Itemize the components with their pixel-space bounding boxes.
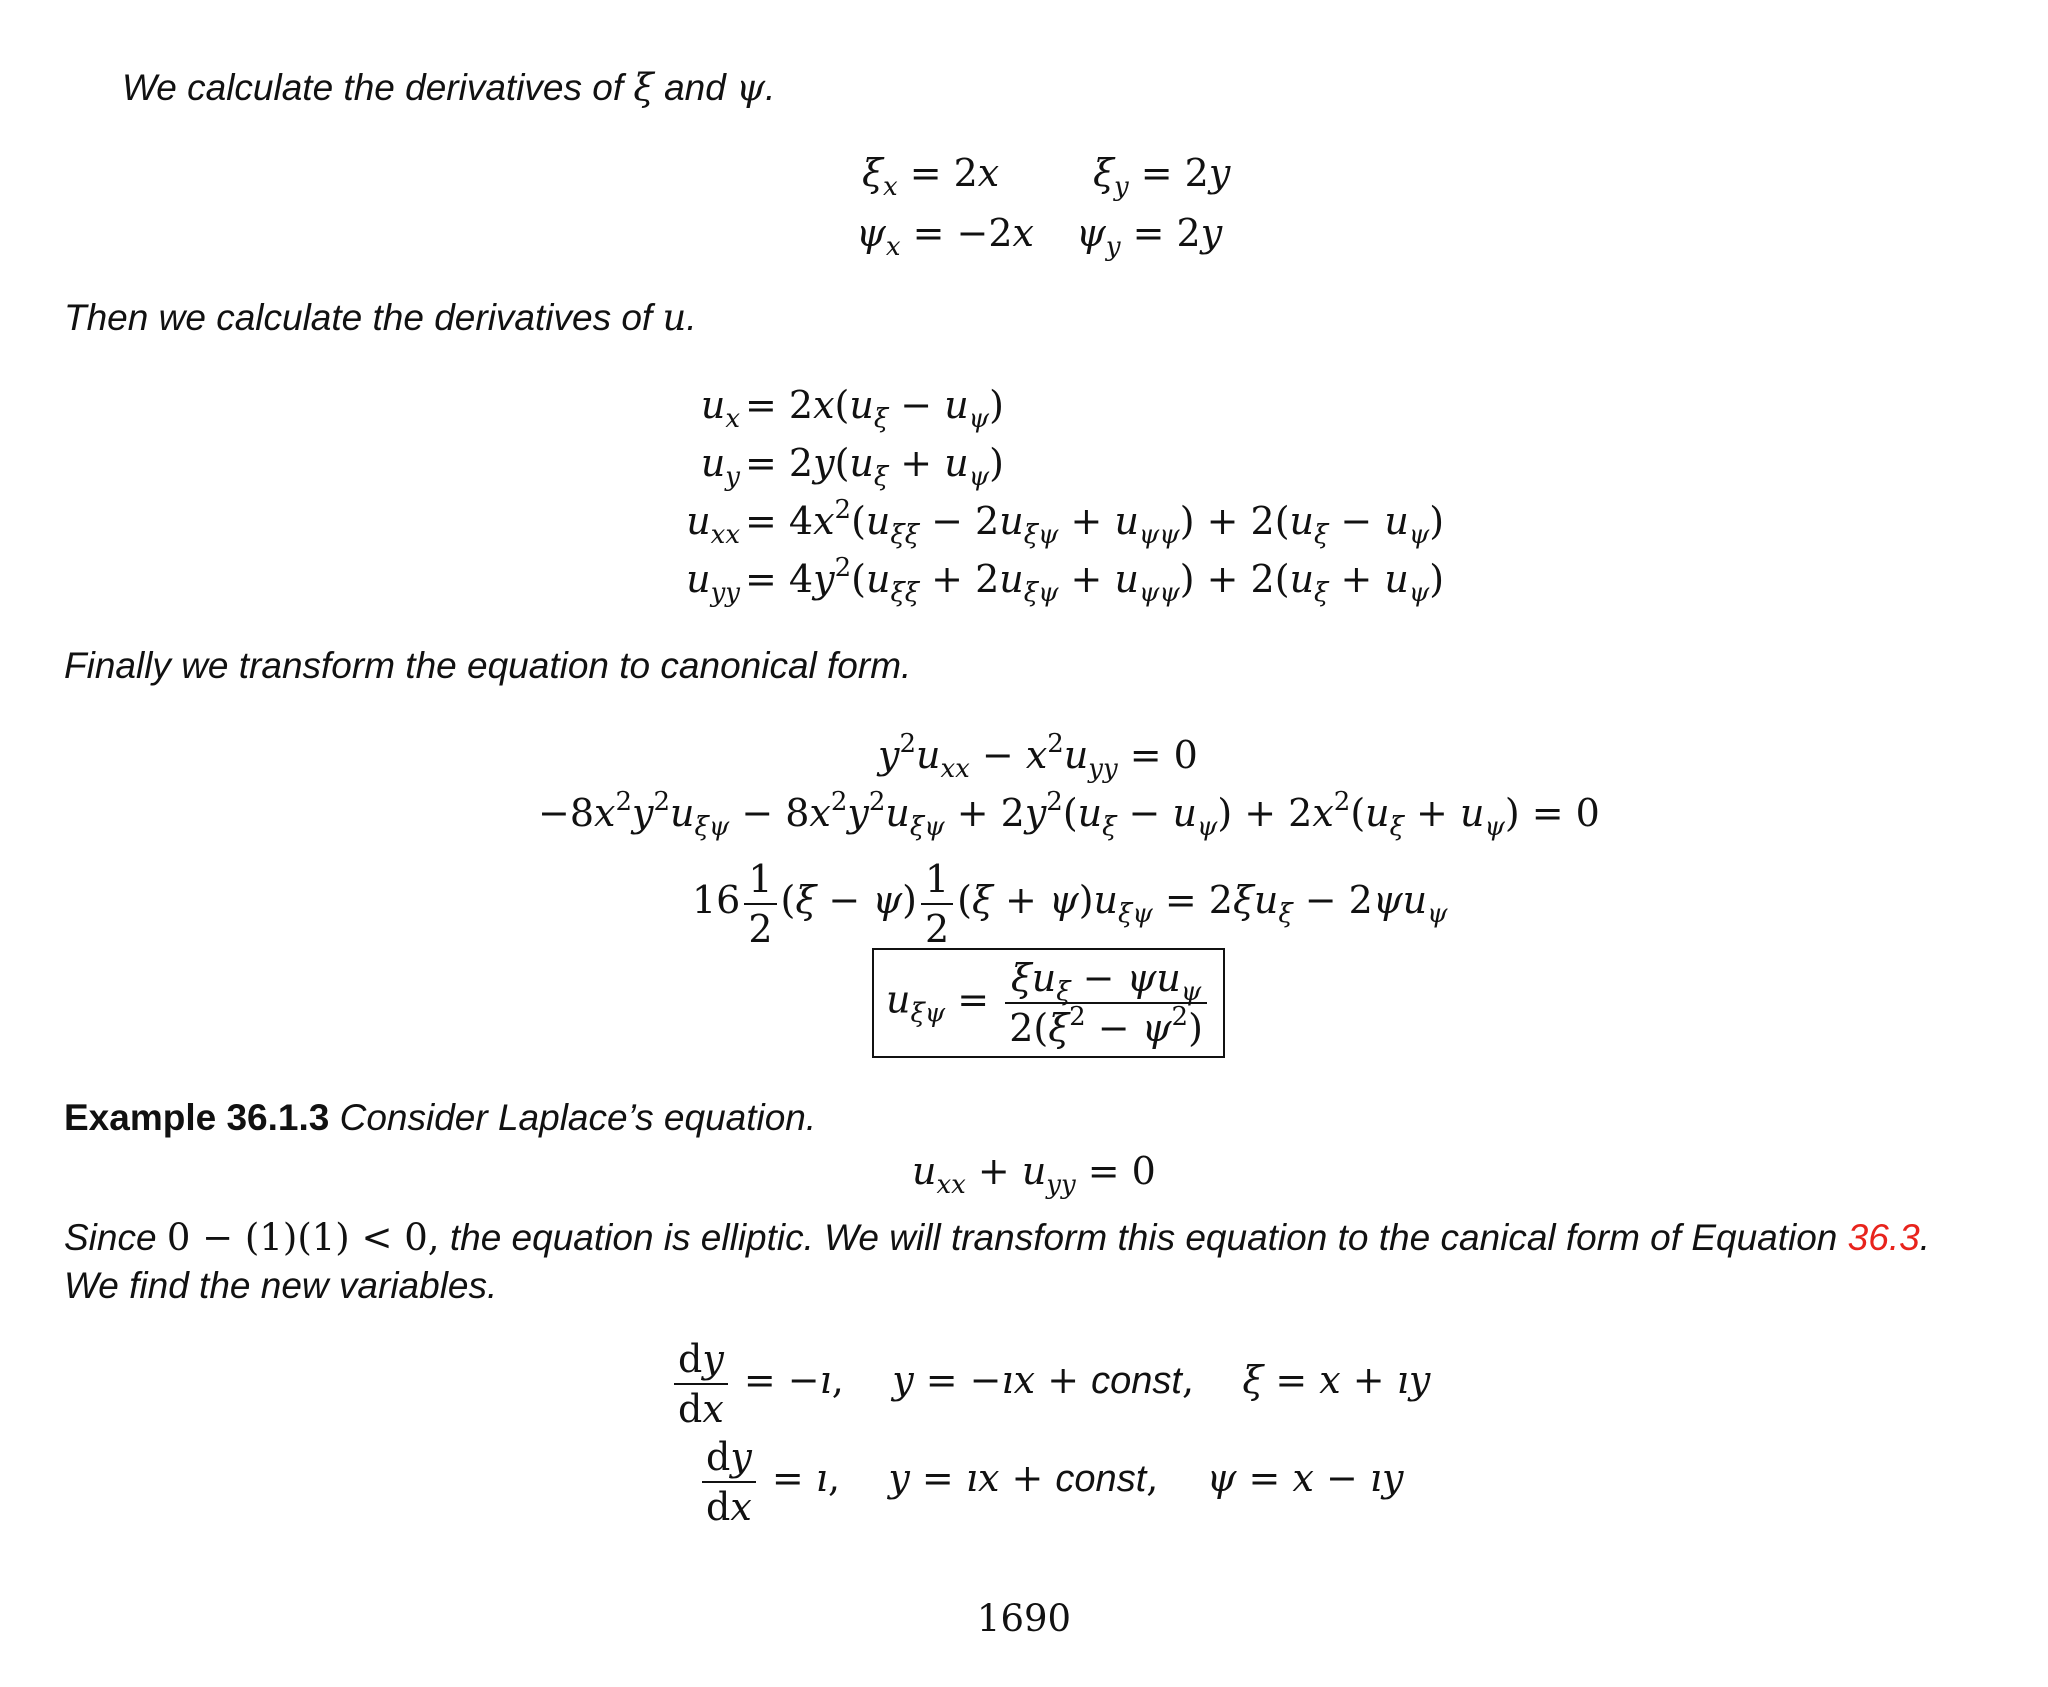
period: . [765, 67, 776, 108]
rhs-uy: = $2y(u_\xi + u_\psi)$ [745, 441, 1004, 492]
const-label: const [1055, 1458, 1147, 1500]
boxed-canonical-result: $u_{\xi\psi}$ = $\frac{\xi u_\xi - \psi u_\psi}{2(\xi^2 - \psi^2)}$ [872, 948, 1225, 1058]
equation-block-u-derivatives-rhs [745, 380, 1444, 612]
text: We calculate the derivatives of [122, 67, 624, 108]
rhs-uxx: = $4x^2(u_{\xi\xi} - 2u_{\xi\psi} + u_{\psi\psi}) + 2(u_\xi - u_\psi)$ [745, 495, 1445, 550]
text: We find the new variables. [64, 1265, 498, 1306]
rhs-ux: = $2x(u_\xi - u_\psi)$ [745, 383, 1004, 434]
equation-original: $y^2u_{xx} - x^2u_{yy} = 0$ [878, 729, 1198, 784]
paragraph-derivatives-xi-psi [122, 64, 775, 112]
paragraph-new-variables [64, 1262, 497, 1310]
equation-characteristic-2: $\frac{dy}{dx}$ = ı, y = ıx + const, ψ = x − ıy [698, 1428, 1404, 1529]
symbol-xi: ξ [633, 66, 654, 109]
equation-reference-link[interactable]: 36.3 [1847, 1217, 1920, 1258]
equation-xi-y: $\xi_y = 2y$ [1093, 151, 1231, 202]
lhs-ux: $u_x$ [700, 383, 740, 434]
lhs-uy: $u_y$ [700, 441, 740, 492]
equation-psi-x: $\psi_x = -2x$ [856, 211, 1034, 262]
equation-psi-y: $\psi_y = 2y$ [1076, 211, 1223, 262]
equation-substituted: $-8x^2y^2u_{\xi\psi} - 8x^2y^2u_{\xi\psi} + 2y^2(u_\xi - u_\psi) + 2x^2(u_\xi + u_\psi) = 0$ [538, 787, 1600, 842]
example-label: Example 36.1.3 [64, 1097, 330, 1138]
const-label: const [1091, 1360, 1182, 1402]
text-and: and [664, 67, 726, 108]
symbol-u: u [662, 296, 687, 339]
equation-fraction-form: 16 $\frac{1}{2}$ (ξ − ψ) $\frac{1}{2}$ $(\xi + \psi)u_{\xi\psi} = 2\xi u_\xi - 2\psi u_\psi$ [692, 856, 1448, 951]
equation-laplace: $u_{xx} + u_{yy} = 0$ [912, 1149, 1156, 1200]
page-number: 1690 [976, 1597, 1072, 1640]
text: Finally we transform the equation to canonical form. [64, 645, 912, 686]
rhs-uyy: = $4y^2(u_{\xi\xi} + 2u_{\xi\psi} + u_{\psi\psi}) + 2(u_\xi + u_\psi)$ [745, 553, 1445, 608]
equation-xi-x: $\xi_x = 2x$ [862, 151, 1000, 202]
equation-characteristic-1: $\frac{dy}{dx}$ = −ı, y = −ıx + const, ξ = x + ıy [670, 1330, 1430, 1431]
example-heading [64, 1094, 816, 1142]
discriminant-expression: 0 − (1)(1) < 0, [166, 1216, 440, 1259]
paragraph-elliptic [64, 1214, 1930, 1262]
text-elliptic: the equation is elliptic. We will transform this equation to the canical form of Equation [449, 1217, 1838, 1258]
paragraph-canonical-form [64, 642, 911, 690]
text: Then we calculate the derivatives of [64, 297, 653, 338]
period: . [1919, 1217, 1930, 1258]
symbol-psi: ψ [736, 66, 766, 109]
example-text: Consider Laplace’s equation. [339, 1097, 817, 1138]
lhs-uxx: $u_{xx}$ [686, 499, 740, 550]
paragraph-derivatives-u [64, 294, 697, 342]
text-since: Since [64, 1217, 157, 1258]
period: . [686, 297, 697, 338]
lhs-uyy: $u_{yy}$ [686, 557, 740, 608]
equation-block-u-derivatives-lhs [640, 380, 740, 612]
